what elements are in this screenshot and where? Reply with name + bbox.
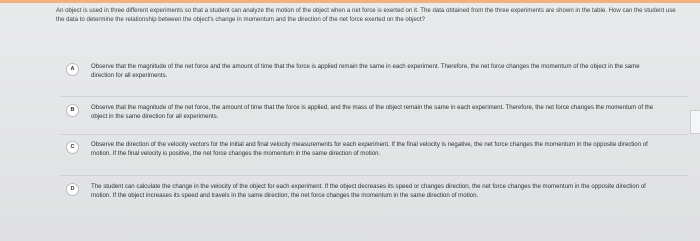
- top-accent-bar: [0, 0, 700, 3]
- option-text-a: Observe that the magnitude of the net force and the amount of time that the force is applied remain the same in each experiment. Therefore, the net force changes the momentum of the object in the same direction for all experiments.: [91, 63, 640, 79]
- option-letter-d: D: [66, 183, 79, 196]
- answer-option-a[interactable]: [66, 63, 664, 80]
- option-letter-c: C: [66, 141, 79, 154]
- option-letter-a: A: [66, 63, 79, 76]
- option-text-c: Observe the direction of the velocity vectors for the initial and final velocity measurements for each experiment. If the final velocity is negative, the net force changes the momentum in the opposite direction of motion. If the final velocity is positive, the net force changes the momentum in the same direction of motion.: [91, 141, 648, 157]
- side-panel-tab[interactable]: [690, 110, 700, 134]
- divider: [60, 96, 688, 97]
- option-letter-b: B: [66, 104, 79, 117]
- divider: [60, 175, 688, 176]
- option-text-b: Observe that the magnitude of the net force, the amount of time that the force is applied, and the mass of the object remain the same in each experiment. Therefore, the net force changes the momentum of the object in the same direction for all experiments.: [91, 104, 654, 120]
- divider: [60, 134, 688, 135]
- option-text-d: The student can calculate the change in the velocity of the object for each experiment. If the object decreases its speed or changes direction, the net force changes the momentum in the opposite direction of motion. If the object increases its speed and travels in the same direction, the net force changes the momentum in the same direction of motion.: [91, 183, 646, 199]
- answer-option-b[interactable]: [66, 104, 664, 121]
- answer-option-d[interactable]: [66, 183, 664, 200]
- question-text: An object is used in three different experiments so that a student can analyze the motion of the object when a net force is exerted on it. The data obtained from the three experiments are shown in the table. How can the student use the data to determine the relationship between the object's change in momentum and the direction of the net force exerted on the object?: [56, 7, 676, 23]
- answer-option-c[interactable]: [66, 141, 664, 158]
